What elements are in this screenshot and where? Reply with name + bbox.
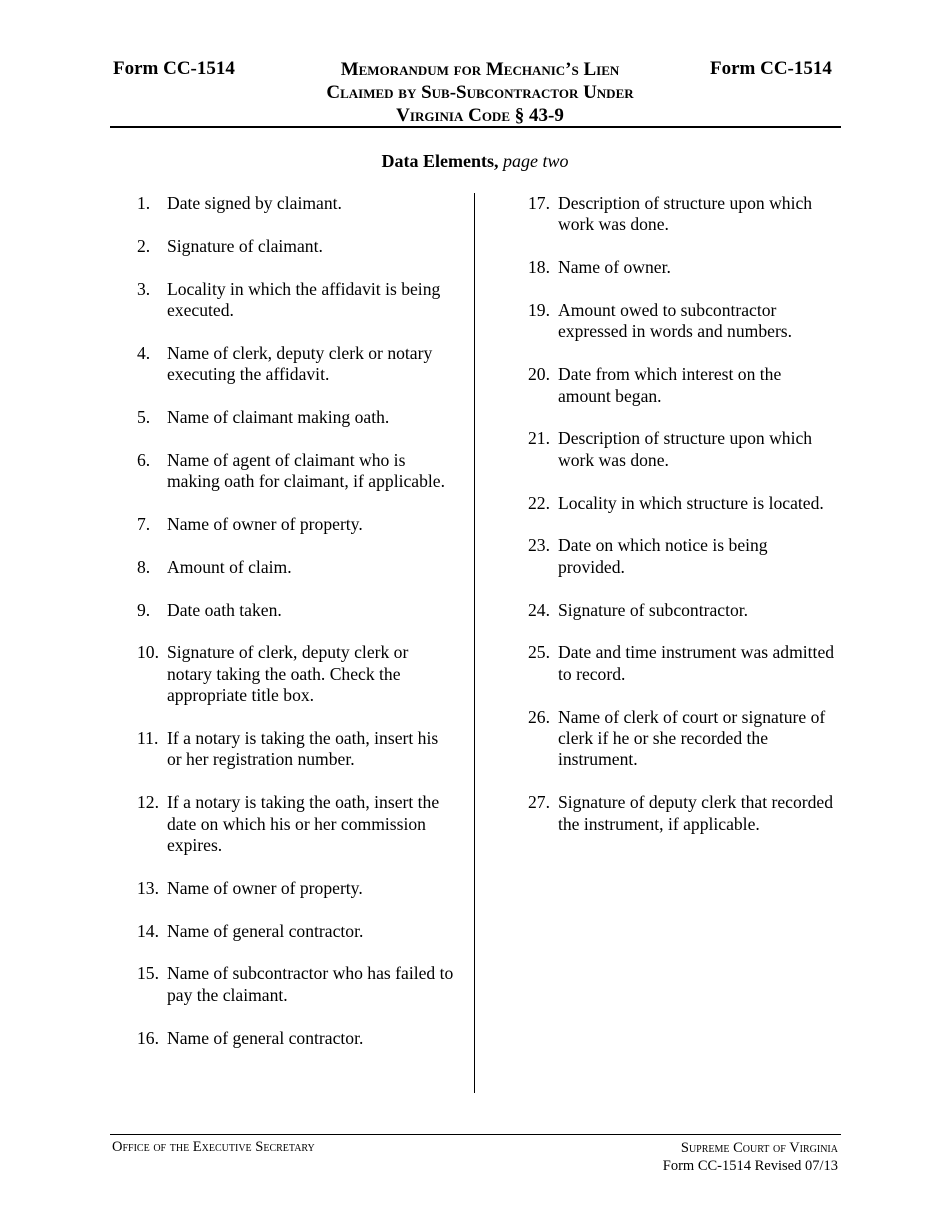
item-number: 27. <box>528 792 550 813</box>
item-number: 16. <box>137 1027 159 1048</box>
item-number: 10. <box>137 642 159 663</box>
list-item <box>528 600 838 621</box>
left-column-list <box>137 193 455 1070</box>
item-number: 1. <box>137 193 151 213</box>
item-text: Name of clerk, deputy clerk or notary executing the affidavit. <box>167 342 433 385</box>
list-item <box>137 600 455 621</box>
column-divider <box>474 193 475 1093</box>
item-number: 2. <box>137 235 151 256</box>
list-item <box>528 792 838 835</box>
item-text: Date from which interest on the amount began. <box>558 364 782 406</box>
list-item <box>528 300 838 343</box>
item-number: 4. <box>137 342 151 363</box>
header-divider <box>110 126 841 128</box>
item-text: If a notary is taking the oath, insert the date on which his or her commission expires. <box>167 792 440 856</box>
right-column-list <box>528 193 838 856</box>
list-item <box>137 514 455 535</box>
form-number-left: Form CC-1514 <box>113 58 235 79</box>
item-number: 9. <box>137 599 151 620</box>
footer-right <box>663 1139 838 1175</box>
item-text: Name of general contractor. <box>167 920 364 941</box>
list-item <box>528 257 838 278</box>
list-item <box>528 193 838 236</box>
page-subtitle <box>0 151 950 172</box>
item-number: 26. <box>528 706 550 727</box>
item-number: 17. <box>528 193 550 213</box>
item-text: If a notary is taking the oath, insert his or her registration number. <box>167 728 439 770</box>
item-number: 15. <box>137 963 159 984</box>
item-text: Signature of deputy clerk that recorded the instrument, if applicable. <box>558 792 834 834</box>
item-text: Name of clerk of court or signature of clerk if he or she recorded the instrument. <box>558 706 826 770</box>
list-item <box>137 557 455 578</box>
item-text: Name of owner of property. <box>167 514 363 534</box>
item-number: 23. <box>528 535 550 556</box>
subtitle-italic: page two <box>502 151 569 171</box>
item-text: Name of owner. <box>558 257 671 278</box>
list-item <box>137 963 455 1006</box>
item-text: Name of general contractor. <box>167 1027 364 1048</box>
list-item <box>528 493 838 514</box>
item-text: Name of agent of claimant who is making oath for claimant, if applicable. <box>167 449 445 492</box>
item-number: 14. <box>137 920 159 941</box>
list-item <box>137 279 455 322</box>
item-number: 8. <box>137 556 151 577</box>
item-number: 25. <box>528 642 550 663</box>
item-text: Date and time instrument was admitted to record. <box>558 642 835 684</box>
footer-court: Supreme Court of Virginia <box>680 1140 838 1156</box>
list-item <box>137 792 455 856</box>
form-number-right: Form CC-1514 <box>710 58 832 79</box>
list-item <box>137 642 455 706</box>
form-title-line-2: Claimed by Sub-Subcontractor Under <box>326 82 634 103</box>
item-text: Signature of claimant. <box>167 235 323 256</box>
item-text: Amount of claim. <box>167 556 292 577</box>
footer-divider <box>110 1134 841 1135</box>
list-item <box>137 1028 455 1049</box>
item-number: 18. <box>528 257 550 278</box>
list-item <box>137 407 455 428</box>
item-text: Amount owed to subcontractor expressed in words and numbers. <box>558 300 793 342</box>
item-text: Locality in which the affidavit is being executed. <box>167 278 441 320</box>
list-item <box>137 236 455 257</box>
list-item <box>137 878 455 899</box>
item-text: Locality in which structure is located. <box>558 492 824 513</box>
list-item <box>137 921 455 942</box>
item-number: 20. <box>528 364 550 385</box>
item-text: Name of claimant making oath. <box>167 407 390 427</box>
item-number: 3. <box>137 278 151 299</box>
subtitle-bold: Data Elements, <box>381 151 499 171</box>
item-number: 24. <box>528 599 550 620</box>
list-item <box>528 428 838 471</box>
list-item <box>528 364 838 407</box>
item-text: Date oath taken. <box>167 599 282 620</box>
item-text: Date on which notice is being provided. <box>558 535 768 577</box>
list-item <box>137 728 455 771</box>
list-item <box>137 343 455 386</box>
list-item <box>137 193 455 214</box>
item-text: Description of structure upon which work was done. <box>558 193 813 235</box>
item-number: 7. <box>137 514 151 534</box>
item-number: 22. <box>528 492 550 513</box>
footer-revision: Form CC-1514 Revised 07/13 <box>662 1158 838 1174</box>
item-text: Description of structure upon which work was done. <box>558 428 813 470</box>
item-number: 11. <box>137 728 159 748</box>
item-text: Signature of subcontractor. <box>558 599 749 620</box>
item-text: Date signed by claimant. <box>167 193 342 213</box>
list-item <box>528 642 838 685</box>
item-number: 13. <box>137 877 159 898</box>
form-title-line-1: Memorandum for Mechanic’s Lien <box>340 59 620 80</box>
list-item <box>137 450 455 493</box>
item-number: 12. <box>137 792 159 813</box>
list-item <box>528 535 838 578</box>
footer-office: Office of the Executive Secretary <box>112 1139 315 1155</box>
item-text: Name of subcontractor who has failed to pay the claimant. <box>167 963 454 1005</box>
item-text: Signature of clerk, deputy clerk or notary taking the oath. Check the appropriate title box. <box>167 642 409 706</box>
list-item <box>528 707 838 771</box>
item-number: 6. <box>137 449 151 470</box>
item-number: 21. <box>528 428 550 449</box>
form-title <box>260 58 700 127</box>
item-text: Name of owner of property. <box>167 877 363 898</box>
item-number: 5. <box>137 407 151 427</box>
item-number: 19. <box>528 300 550 320</box>
form-title-line-3: Virginia Code § 43-9 <box>396 105 564 126</box>
